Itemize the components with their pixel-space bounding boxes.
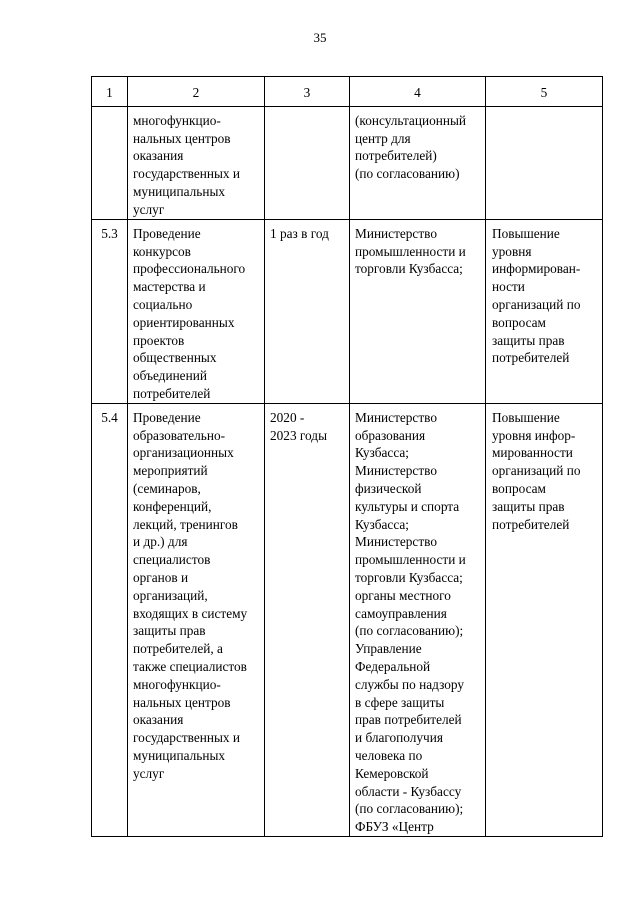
- cell-text-line: многофункцио-: [133, 112, 221, 128]
- cell-text-line: мастерства и: [133, 279, 206, 295]
- cell-text-line: мированности: [492, 445, 573, 461]
- cell-text-line: нальных центров: [133, 130, 231, 146]
- cell-text-line: службы по надзору: [355, 676, 465, 692]
- page-number: 35: [313, 30, 327, 45]
- cell-text-line: организационных: [133, 445, 234, 461]
- cell-text-line: социально: [133, 296, 193, 312]
- cell-text-line: потребителей: [133, 385, 211, 401]
- cell-text-line: многофункцио-: [133, 676, 221, 692]
- cell-text-line: самоуправления: [355, 605, 447, 621]
- cell-text-line: услуг: [133, 765, 165, 781]
- cell-text-line: (семинаров,: [133, 480, 201, 496]
- cell-text-line: Проведение: [133, 409, 201, 425]
- cell-text-line: защиты прав: [133, 623, 206, 639]
- cell-text-line: человека по: [355, 747, 423, 763]
- cell-text-line: государственных и: [133, 730, 241, 746]
- column-header: 1: [92, 77, 128, 107]
- table-row: [92, 106, 603, 219]
- cell-text-line: конкурсов: [133, 243, 191, 259]
- table-row: [92, 219, 603, 403]
- cell-text-line: вопросам: [492, 314, 546, 330]
- cell-text-line: промышленности и: [355, 243, 466, 259]
- cell-text-line: потребителей): [355, 148, 437, 164]
- cell-text-line: конференций,: [133, 498, 212, 514]
- cell-text-line: организаций,: [133, 587, 208, 603]
- result-cell: [486, 403, 603, 836]
- cell-text-line: объединений: [133, 368, 207, 384]
- cell-text-line: центр для: [355, 130, 411, 146]
- column-header: 2: [128, 77, 265, 107]
- cell-text-line: защиты прав: [492, 332, 565, 348]
- cell-text-line: образовательно-: [133, 427, 226, 443]
- table-header-row: [92, 77, 603, 107]
- cell-text-line: потребителей, а: [133, 641, 223, 657]
- cell-text-line: ности: [492, 279, 525, 295]
- row-number-cell: 5.4: [92, 403, 128, 836]
- result-cell: [486, 106, 603, 219]
- cell-text-line: органов и: [133, 569, 189, 585]
- column-header: 3: [265, 77, 350, 107]
- row-number-cell: [92, 106, 128, 219]
- cell-text-line: организаций по: [492, 296, 581, 312]
- cell-text-line: (по согласованию): [355, 166, 460, 182]
- executor-cell: [350, 403, 486, 836]
- cell-text-line: прав потребителей: [355, 712, 462, 728]
- cell-text-line: культуры и спорта: [355, 498, 460, 514]
- cell-text-line: Проведение: [133, 225, 201, 241]
- cell-text-line: государственных и: [133, 166, 241, 182]
- cell-text-line: Министерство: [355, 534, 437, 550]
- cell-text-line: входящих в систему: [133, 605, 248, 621]
- cell-text-line: и др.) для: [133, 534, 188, 550]
- term-cell: [265, 106, 350, 219]
- row-number-cell: 5.3: [92, 219, 128, 403]
- term-cell: [265, 403, 350, 836]
- cell-text-line: муниципальных: [133, 183, 226, 199]
- cell-text-line: 1 раз в год: [270, 225, 329, 241]
- measure-cell: [128, 403, 265, 836]
- cell-text-line: лекций, тренингов: [133, 516, 238, 532]
- table-row: [92, 403, 603, 836]
- cell-text-line: потребителей: [492, 516, 570, 532]
- cell-text-line: информирован-: [492, 261, 581, 277]
- cell-text-line: и благополучия: [355, 730, 443, 746]
- column-header: 4: [350, 77, 486, 107]
- cell-text-line: Министерство: [355, 409, 437, 425]
- cell-text-line: промышленности и: [355, 552, 466, 568]
- cell-text-line: также специалистов: [133, 658, 247, 674]
- cell-text-line: оказания: [133, 148, 184, 164]
- cell-text-line: услуг: [133, 201, 165, 217]
- cell-text-line: образования: [355, 427, 426, 443]
- cell-text-line: мероприятий: [133, 463, 208, 479]
- cell-text-line: вопросам: [492, 480, 546, 496]
- cell-text-line: нальных центров: [133, 694, 231, 710]
- cell-text-line: уровня: [492, 243, 532, 259]
- cell-text-line: специалистов: [133, 552, 211, 568]
- cell-text-line: Федеральной: [355, 658, 431, 674]
- cell-text-line: оказания: [133, 712, 184, 728]
- measures-table: [91, 76, 603, 837]
- cell-text-line: Министерство: [355, 463, 437, 479]
- cell-text-line: уровня инфор-: [492, 427, 576, 443]
- cell-text-line: органы местного: [355, 587, 451, 603]
- measure-cell: [128, 106, 265, 219]
- cell-text-line: торговли Кузбасса;: [355, 569, 463, 585]
- cell-text-line: ФБУЗ «Центр: [355, 819, 434, 835]
- cell-text-line: общественных: [133, 350, 217, 366]
- cell-text-line: (консультационный: [355, 112, 466, 128]
- executor-cell: [350, 106, 486, 219]
- cell-text-line: Повышение: [492, 225, 560, 241]
- cell-text-line: профессионального: [133, 261, 246, 277]
- cell-text-line: (по согласованию);: [355, 801, 464, 817]
- cell-text-line: потребителей: [492, 350, 570, 366]
- cell-text-line: Кузбасса;: [355, 516, 409, 532]
- cell-text-line: проектов: [133, 332, 185, 348]
- cell-text-line: ориентированных: [133, 314, 235, 330]
- cell-text-line: муниципальных: [133, 747, 226, 763]
- cell-text-line: 2020 -: [270, 409, 305, 425]
- result-cell: [486, 219, 603, 403]
- cell-text-line: торговли Кузбасса;: [355, 261, 463, 277]
- cell-text-line: физической: [355, 480, 422, 496]
- cell-text-line: Кузбасса;: [355, 445, 409, 461]
- term-cell: [265, 219, 350, 403]
- executor-cell: [350, 219, 486, 403]
- column-header: 5: [486, 77, 603, 107]
- cell-text-line: защиты прав: [492, 498, 565, 514]
- cell-text-line: области - Кузбассу: [355, 783, 462, 799]
- cell-text-line: 2023 годы: [270, 427, 328, 443]
- measure-cell: [128, 219, 265, 403]
- cell-text-line: Министерство: [355, 225, 437, 241]
- cell-text-line: (по согласованию);: [355, 623, 464, 639]
- cell-text-line: Кемеровской: [355, 765, 429, 781]
- cell-text-line: организаций по: [492, 463, 581, 479]
- cell-text-line: Повышение: [492, 409, 560, 425]
- cell-text-line: Управление: [355, 641, 422, 657]
- cell-text-line: в сфере защиты: [355, 694, 445, 710]
